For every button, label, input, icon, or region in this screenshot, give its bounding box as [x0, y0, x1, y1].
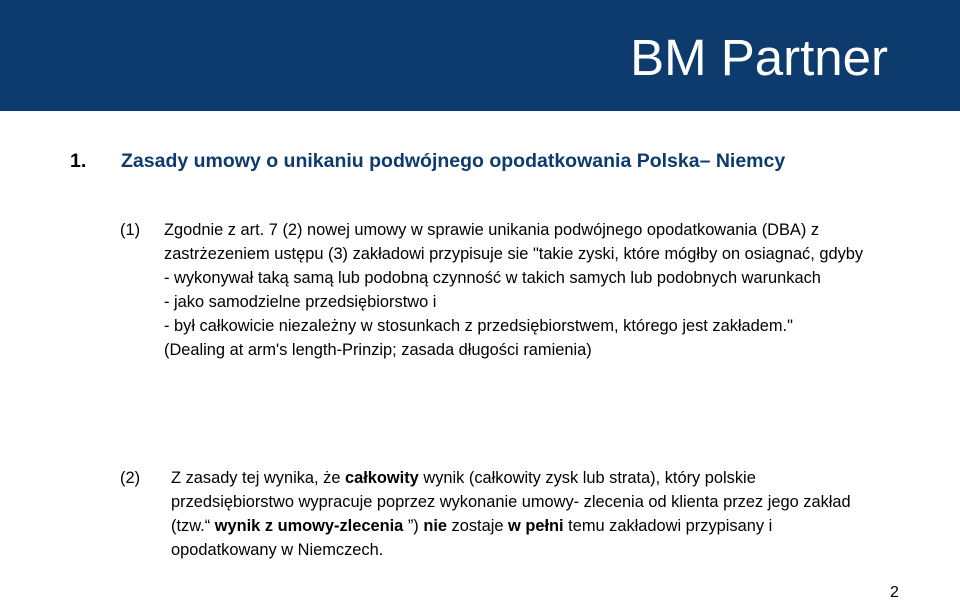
paragraph1-dash2: - jako samodzielne przedsiębiorstwo i	[164, 293, 437, 311]
section-title: Zasady umowy o unikaniu podwójnego opodatkowania Polska– Niemcy	[121, 150, 786, 172]
page-number: 2	[890, 584, 899, 601]
paragraph2-number: (2)	[120, 469, 141, 487]
paragraph1-dash3: - był całkowicie niezależny w stosunkach z przedsiębiorstwem, którego jest zakładem."	[164, 317, 793, 335]
paragraph1-number: (1)	[120, 221, 141, 239]
paragraph1-note: (Dealing at arm's length-Prinzip; zasada długości ramienia)	[164, 341, 592, 359]
brand-title: BM Partner	[630, 29, 888, 86]
paragraph1	[164, 218, 924, 362]
paragraph2-bold2: wynik z umowy-zlecenia	[214, 517, 404, 535]
section-number: 1.	[70, 150, 87, 172]
paragraph2-part2: wynik (całkowity zysk lub strata), który polskie przedsiębiorstwo wypracuje poprzez wykonanie umowy- zlecenia od klienta przez jego zakład (tzw.“	[171, 469, 851, 535]
paragraph1-dash1: - wykonywał taką samą lub podobną czynność w takich samych lub podobnych warunkach	[164, 269, 821, 287]
paragraph2-part3: ”)	[403, 517, 424, 535]
paragraph2-bold1: całkowity	[345, 469, 419, 487]
paragraph2-part1: Z zasady tej wynika, że	[171, 469, 345, 487]
paragraph2-bold3: nie	[423, 517, 447, 535]
paragraph2-part5: temu zakładowi przypisany i opodatkowany w Niemczech.	[171, 517, 773, 559]
paragraph2-bold4: w pełni	[508, 517, 564, 535]
paragraph1-intro: Zgodnie z art. 7 (2) nowej umowy w sprawie unikania podwójnego opodatkowania (DBA) z zastrżezeniem ustępu (3) zakładowi przypisuje sie "takie zyski, które mógłby on osiagnać, gdyby	[164, 221, 864, 263]
paragraph2	[171, 466, 871, 562]
header-bar	[0, 0, 960, 111]
paragraph2-part4: zostaje	[447, 517, 509, 535]
